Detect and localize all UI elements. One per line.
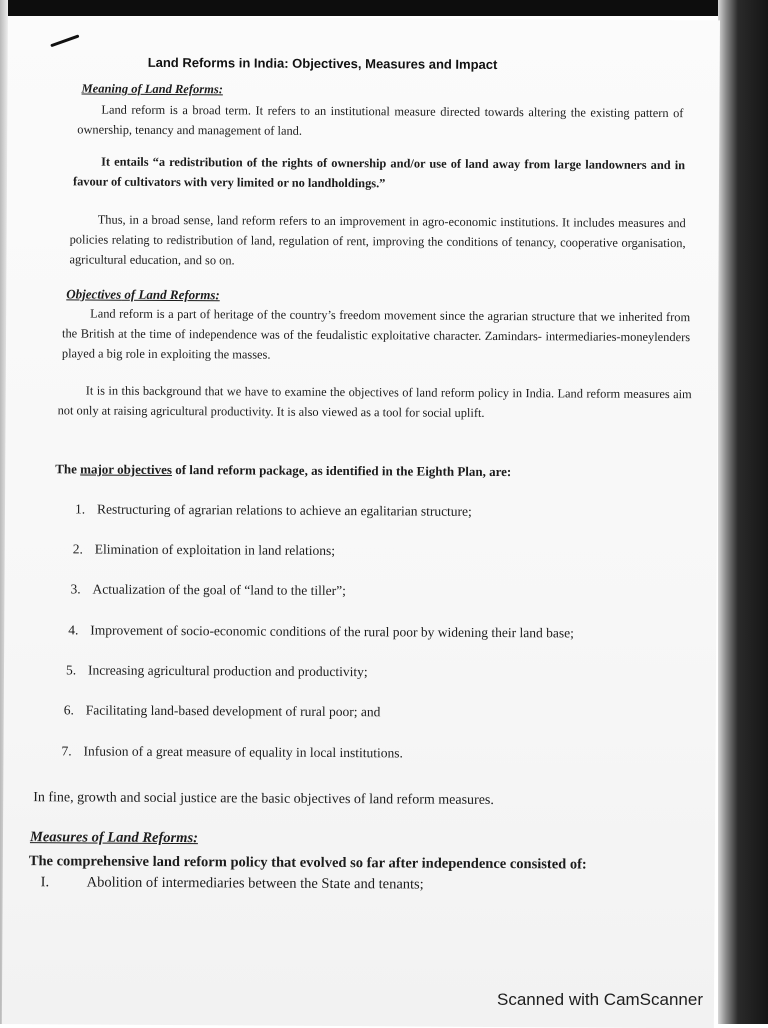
list-item [41, 874, 424, 893]
objectives-heading [66, 286, 220, 303]
measures-intro: The comprehensive land reform policy that evolved so far after independence consisted of: [28, 853, 587, 873]
document-page [2, 16, 720, 1028]
list-item [66, 662, 368, 680]
list-item-number: 2. [72, 541, 83, 557]
list-item-number: 4. [68, 622, 79, 638]
objectives-intro-b: of land reform package, as identified in the Eighth Plan, are: [171, 462, 512, 480]
list-item-number: I. [40, 874, 50, 891]
camscanner-watermark: Scanned with CamScanner [497, 990, 704, 1009]
objectives-intro-underlined: major objectives [80, 461, 173, 478]
objectives-heading-underlined: Objectives [66, 286, 122, 302]
list-item [61, 743, 403, 761]
scan-background-right [718, 0, 768, 1024]
page-title: Land Reforms in India: Objectives, Measures and Impact [147, 54, 498, 72]
measures-heading [30, 829, 198, 847]
list-item [73, 541, 335, 559]
list-item [68, 622, 574, 641]
list-item [64, 702, 381, 720]
list-item-text: Actualization of the goal of “land to the tiller”; [92, 581, 346, 599]
measures-heading-underlined: Measures [29, 829, 89, 846]
measures-heading-rest: of Land Reforms: [87, 829, 199, 847]
meaning-paragraph-2: It entails “a redistribution of the rights of ownership and/or use of land away from large landowners and in favour of cultivators with very limited or no landholdings.” [72, 154, 686, 191]
objectives-paragraph-2: It is in this background that we have to examine the objectives of land reform policy in India. Land reform measures aim not only at raising agricultural productivity. It is also viewed as a tool for social uplift. [57, 383, 692, 420]
objectives-intro [55, 459, 695, 483]
list-item-number: 3. [70, 581, 81, 597]
objectives-heading-rest: of Land Reforms: [121, 286, 220, 303]
objectives-conclusion: In fine, growth and social justice are the basic objectives of land reform measures. [33, 790, 494, 808]
pen-mark [50, 34, 79, 47]
list-item-text: Elimination of exploitation in land relations; [94, 541, 336, 559]
list-item-text: Abolition of intermediaries between the State and tenants; [86, 874, 424, 893]
list-item [75, 501, 472, 519]
list-item [70, 581, 346, 599]
list-item-text: Improvement of socio-economic conditions of the rural poor by widening their land base; [90, 622, 574, 641]
list-item-number: 5. [65, 662, 77, 678]
list-item-text: Facilitating land-based development of rural poor; and [85, 702, 381, 720]
objectives-intro-a: The [55, 461, 81, 477]
list-item-number: 7. [61, 743, 72, 759]
objectives-paragraph-1: Land reform is a part of heritage of the country’s freedom movement since the agrarian structure that we inherited from the British at the time of independence was of the feudalistic exploitative character. Zamindars- intermediaries-moneylenders played a big role in exploiting the masses. [61, 306, 691, 362]
scan-background-top [0, 0, 768, 16]
list-item-text: Infusion of a great measure of equality in local institutions. [83, 743, 403, 761]
meaning-paragraph-3: Thus, in a broad sense, land reform refers to an improvement in agro-economic institutions. It includes measures and policies relating to redistribution of land, regulation of rent, improving the conditions of tenancy, cooperative organisation, agricultural education, and so on. [69, 212, 686, 268]
list-item-text: Increasing agricultural production and productivity; [87, 662, 368, 680]
list-item-number: 6. [63, 702, 74, 718]
meaning-heading: Meaning of Land Reforms: [81, 81, 223, 97]
list-item-number: 1. [74, 501, 86, 517]
meaning-paragraph-1: Land reform is a broad term. It refers to an institutional measure directed towards altering the existing pattern of ownership, tenancy and management of land. [77, 102, 684, 138]
list-item-text: Restructuring of agrarian relations to achieve an egalitarian structure; [96, 501, 472, 519]
